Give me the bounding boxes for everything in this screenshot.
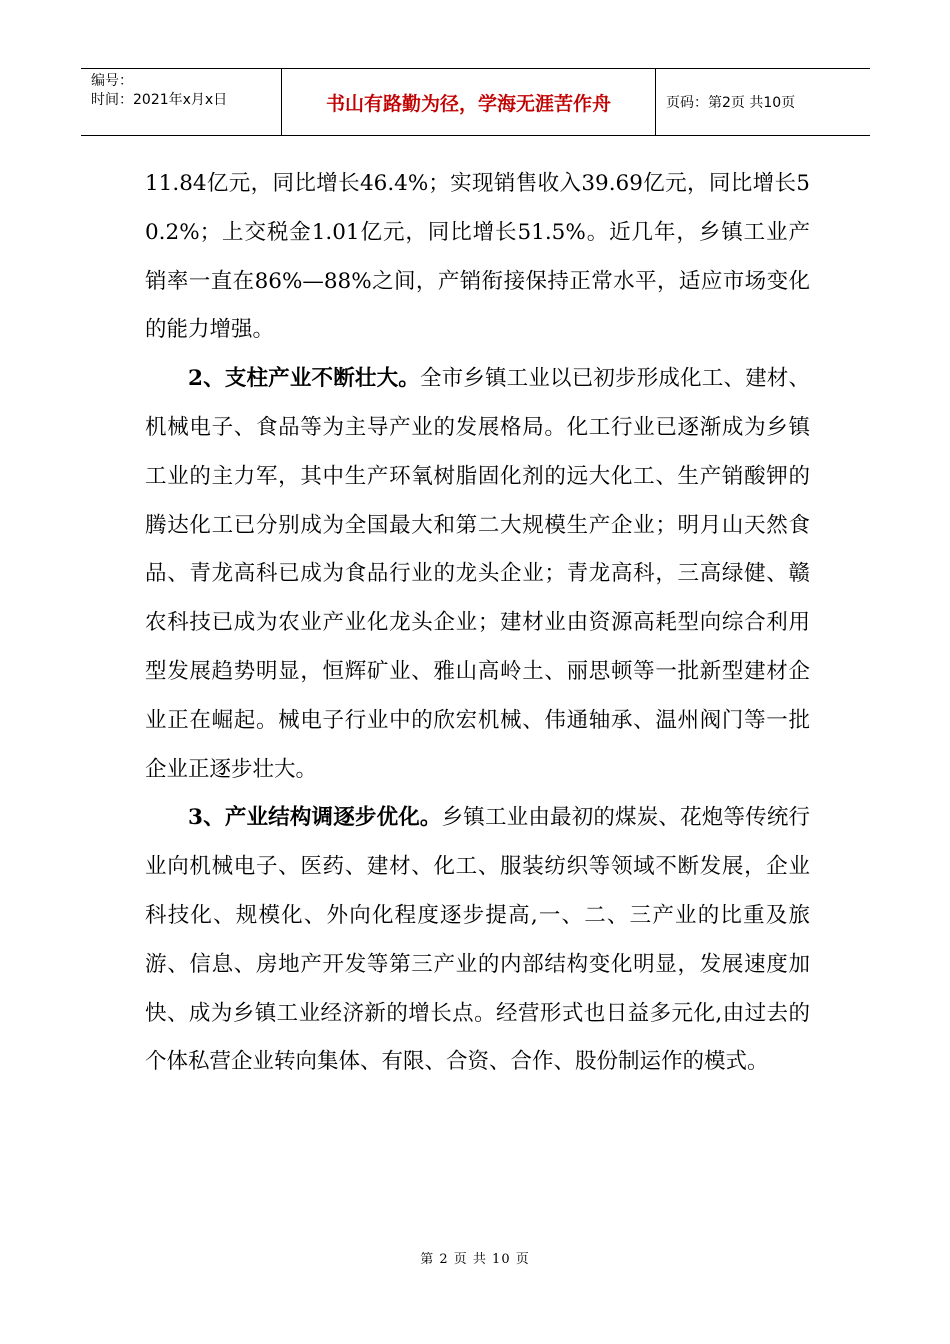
paragraph-3 [145,794,810,1087]
paragraph-2-text: 全市乡镇工业以已初步形成化工、建材、机械电子、食品等为主导产业的发展格局。化工行业已逐渐成为乡镇工业的主力军，其中生产环氧树脂固化剂的远大化工、生产销酸钾的腾达化工已分别成为全国最大和第二大规模生产企业；明月山天然食品、青龙高科已成为食品行业的龙头企业；青龙高科，三高绿健、赣农科技已成为农业产业化龙头企业；建材业由资源高耗型向综合利用型发展趋势明显，恒辉矿业、雅山高岭土、丽思顿等一批新型建材企业正在崛起。械电子行业中的欣宏机械、伟通轴承、温州阀门等一批企业正逐步壮大。 [145,366,810,782]
paragraph-1: 11.84亿元，同比增长46.4%；实现销售收入39.69亿元，同比增长50.2%；上交税金1.01亿元，同比增长51.5%。近几年，乡镇工业产销率一直在86%—88%之间，产销衔接保持正常水平，适应市场变化的能力增强。 [145,171,810,343]
paragraph-3-text: 乡镇工业由最初的煤炭、花炮等传统行业向机械电子、医药、建材、化工、服装纺织等领域不断发展，企业科技化、规模化、外向化程度逐步提高,一、二、三产业的比重及旅游、信息、房地产开发等第三产业的内部结构变化明显，发展速度加快、成为乡镇工业经济新的增长点。经营形式也日益多元化,由过去的个体私营企业转向集体、有限、合资、合作、股份制运作的模式。 [145,805,810,1075]
paragraph-2-heading: 2、支柱产业不断壮大。 [188,366,420,392]
paragraph-3-heading: 3、产业结构调逐步优化。 [188,805,442,831]
header-motto: 书山有路勤为径，学海无涯苦作舟 [282,69,656,135]
document-body [145,160,810,1087]
document-time-label: 时间：2021年x月x日 [91,92,228,108]
page-header [81,68,870,136]
document-number-label: 编号： [91,73,133,89]
page-footer: 第 2 页 共 10 页 [420,1252,530,1267]
paragraph-2 [145,355,810,794]
header-page-info: 页码：第2页 共10页 [666,95,796,111]
header-meta [81,69,282,135]
